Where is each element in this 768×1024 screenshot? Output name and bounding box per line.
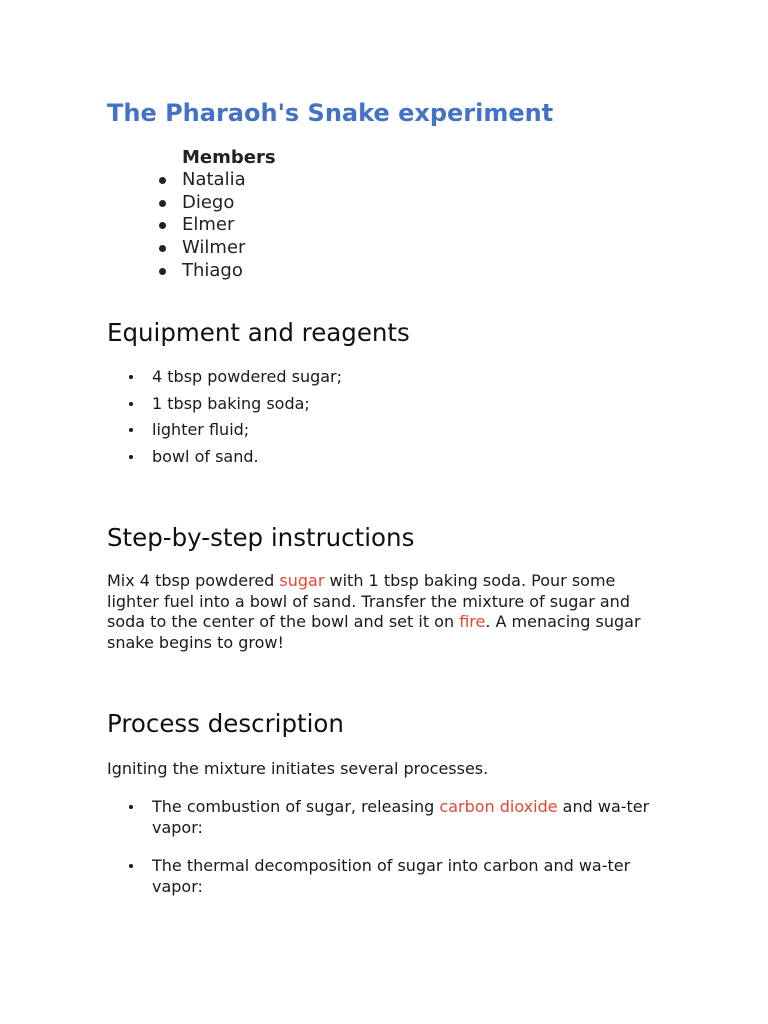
list-item: [107, 169, 246, 192]
members-list: [107, 169, 246, 282]
list-item: [107, 855, 662, 897]
members-heading: Members: [182, 147, 276, 168]
member-name: Diego: [182, 191, 235, 213]
bullet-icon: [159, 200, 166, 207]
page-title: The Pharaoh's Snake experiment: [107, 99, 554, 127]
equipment-item: lighter fluid;: [152, 420, 250, 439]
equipment-item: 1 tbsp baking soda;: [152, 393, 310, 413]
member-name: Wilmer: [182, 237, 246, 259]
fire-link[interactable]: fire: [459, 612, 486, 631]
process-text-part: The combustion of sugar, releasing: [152, 797, 440, 816]
list-item: [107, 796, 662, 838]
list-item: [107, 366, 667, 393]
bullet-icon: [129, 375, 133, 379]
equipment-item: bowl of sand.: [152, 446, 259, 466]
list-item: [107, 446, 667, 473]
list-item: [107, 393, 667, 420]
list-item: [107, 192, 246, 215]
steps-paragraph: [107, 571, 662, 653]
equipment-list: [107, 366, 667, 472]
bullet-icon: [129, 864, 133, 868]
process-intro: Igniting the mixture initiates several processes.: [107, 759, 489, 778]
equipment-item: 4 tbsp powdered sugar;: [152, 367, 343, 386]
member-name: Thiago: [182, 259, 243, 281]
carbon-dioxide-link[interactable]: carbon dioxide: [439, 797, 558, 816]
bullet-icon: [129, 805, 133, 809]
bullet-icon: [159, 177, 166, 184]
steps-text-part: with 1 tbsp baking soda. Pour some lighter fuel into a bowl of sand. Transfer the mixture of sugar and soda to the center of the bowl and set it on: [107, 571, 630, 631]
bullet-icon: [159, 268, 166, 275]
list-item: [107, 214, 246, 237]
process-text-part: and wa-ter vapor:: [152, 797, 650, 837]
bullet-icon: [129, 428, 133, 432]
list-item: [107, 237, 246, 260]
list-item: [107, 260, 246, 283]
process-heading: Process description: [107, 709, 344, 738]
steps-text-part: Mix 4 tbsp powdered: [107, 571, 280, 590]
list-item: [107, 419, 667, 446]
bullet-icon: [129, 455, 133, 459]
equipment-heading: Equipment and reagents: [107, 318, 410, 347]
steps-heading: Step-by-step instructions: [107, 523, 415, 552]
steps-text-part: . A menacing sugar snake begins to grow!: [107, 612, 641, 652]
member-name: Elmer: [182, 214, 235, 236]
sugar-link[interactable]: sugar: [279, 571, 325, 590]
process-text-part: The thermal decomposition of sugar into carbon and wa-ter vapor:: [152, 856, 631, 896]
bullet-icon: [159, 222, 166, 229]
bullet-icon: [159, 245, 166, 252]
member-name: Natalia: [182, 169, 246, 190]
process-list: [107, 796, 667, 914]
bullet-icon: [129, 402, 133, 406]
